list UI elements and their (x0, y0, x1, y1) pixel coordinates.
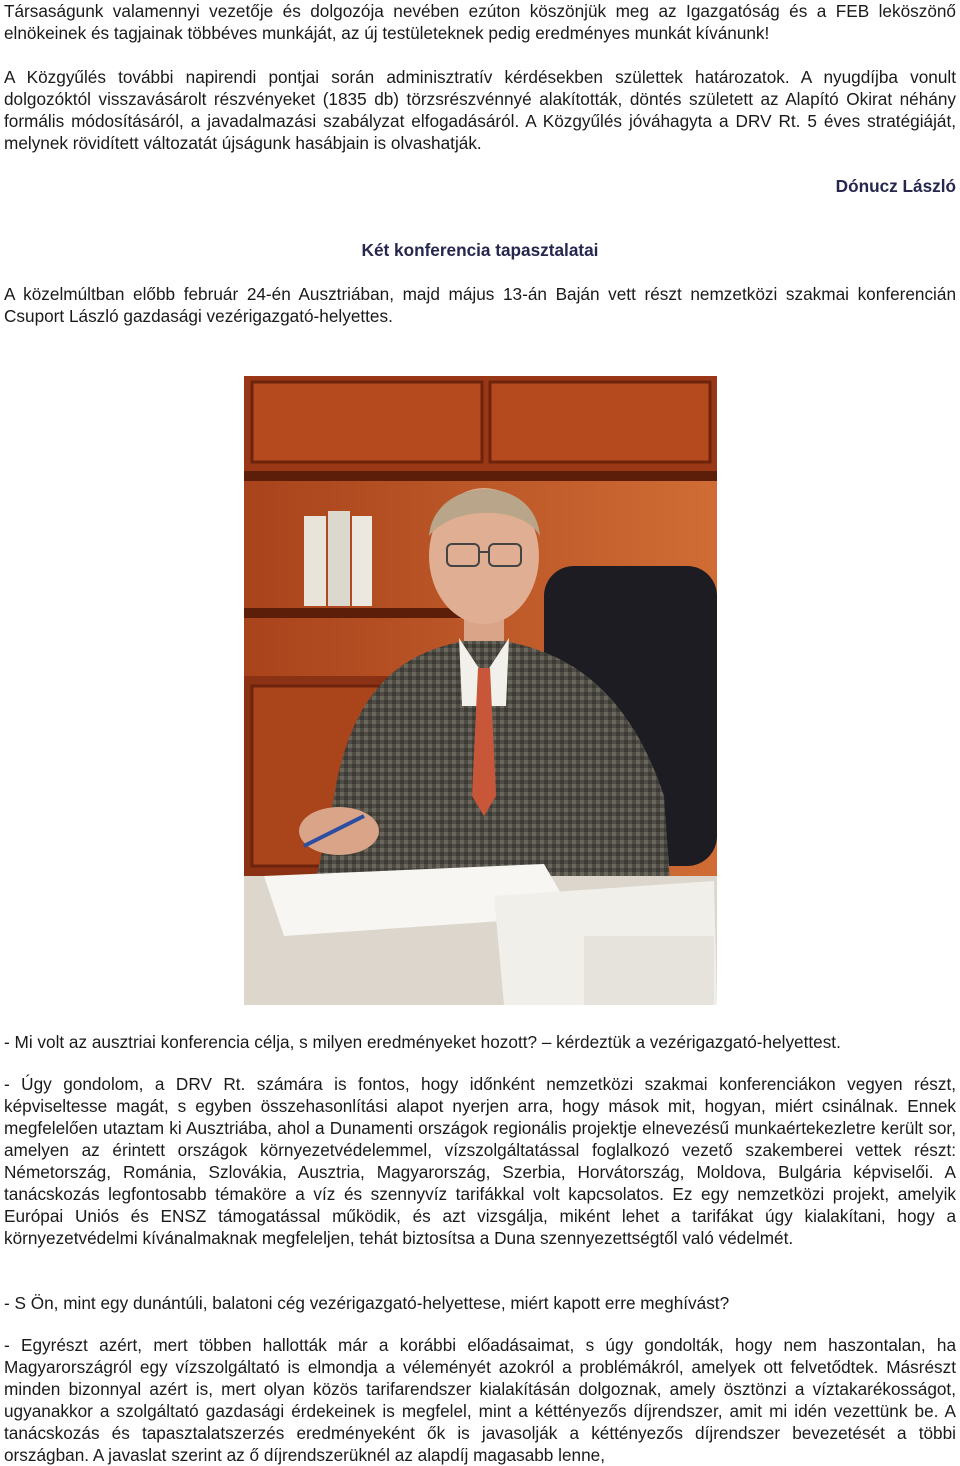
portrait-photo (244, 376, 717, 1005)
answer-1: - Úgy gondolom, a DRV Rt. számára is fontos, hogy időnként nemzetközi szakmai konferenciákon vegyen részt, képviseltesse magát, s egyben összehasonlítási alapot nyerjen arra, hogy mások mit, hogyan, miért csinálnak. Ennek megfelelően utaztam ki Ausztriába, ahol a Dunamenti országok regionális projektje elnevezésű munkaértekezletre került sor, amelyen az érintett országok környezetvédelemmel, vízszolgáltatással foglalkozó vezető szakemberei vettek részt: Németország, Románia, Szlovákia, Ausztria, Magyarország, Szerbia, Horvátország, Moldova, Bulgária képviselői. A tanácskozás legfontosabb témaköre a víz és szennyvíz tarifákkal volt kapcsolatos. Ez egy nemzetközi projekt, amelyik Európai Uniós és ENSZ támogatással működik, és azt vizsgálja, miként lehet a tarifákat úgy kialakítani, hogy a környezetvédelmi kívánalmaknak megfeleljen, tehát biztosítsa a Duna szennyezettségtől való védelmét. (4, 1074, 956, 1248)
question-1: - Mi volt az ausztriai konferencia célja, s milyen eredményeket hozott? – kérdeztük a vezérigazgató-helyettest. (4, 1032, 841, 1052)
conference-intro-paragraph: A közelmúltban előbb február 24-én Ausztriában, majd május 13-án Baján vett részt nemzetközi szakmai konferencián Csuport László gazdasági vezérigazgató-helyettes. (4, 284, 956, 326)
agm-paragraph: A Közgyűlés további napirendi pontjai során adminisztratív kérdésekben születtek határozatok. A nyugdíjba vonult dolgozóktól visszavásárolt részvényeket (1835 db) törzsrészvénnyé alakították, döntés született az Alapító Okirat néhány formális módosításáról, a javadalmazási szabályzat elfogadásáról. A Közgyűlés jóváhagyta a DRV Rt. 5 éves stratégiáját, melynek rövidített változatát újságunk hasábjain is olvashatják. (4, 67, 956, 153)
answer-2: - Egyrészt azért, mert többen hallották már a korábbi előadásaimat, s úgy gondolták, hogy nem haszontalan, ha Magyarországról egy vízszolgáltató is elmondja a véleményét azokról a problémákról, amelyek ott felvetődtek. Másrészt minden bizonnyal azért is, mert olyan közös tarifarendszer kialakításán dolgoznak, amely ösztönzi a víztakarékosságot, ugyanakkor a szolgáltató gazdasági érdekeinek is megfelel, mint a kéttényezős díjrendszer, amit mi idén vezettünk be. A tanácskozás és tapasztalatszerzés eredményeként ők is javasolják a kéttényezős díjrendszer bevezetését a többi országban. A javaslat szerint az ő díjrendszerüknél az alapdíj magasabb lenne, (4, 1335, 956, 1465)
question-2: - S Ön, mint egy dunántúli, balatoni cég vezérigazgató-helyettese, miért kapott erre meghívást? (4, 1293, 730, 1313)
intro-paragraph: Társaságunk valamennyi vezetője és dolgozója nevében ezúton köszönjük meg az Igazgatóság és a FEB leköszönő elnökeinek és tagjainak többéves munkáját, az új testületeknek pedig eredményes munkát kívánunk! (4, 1, 956, 43)
author-signature: Dónucz László (835, 176, 956, 196)
article-heading: Két konferencia tapasztalatai (361, 240, 599, 260)
